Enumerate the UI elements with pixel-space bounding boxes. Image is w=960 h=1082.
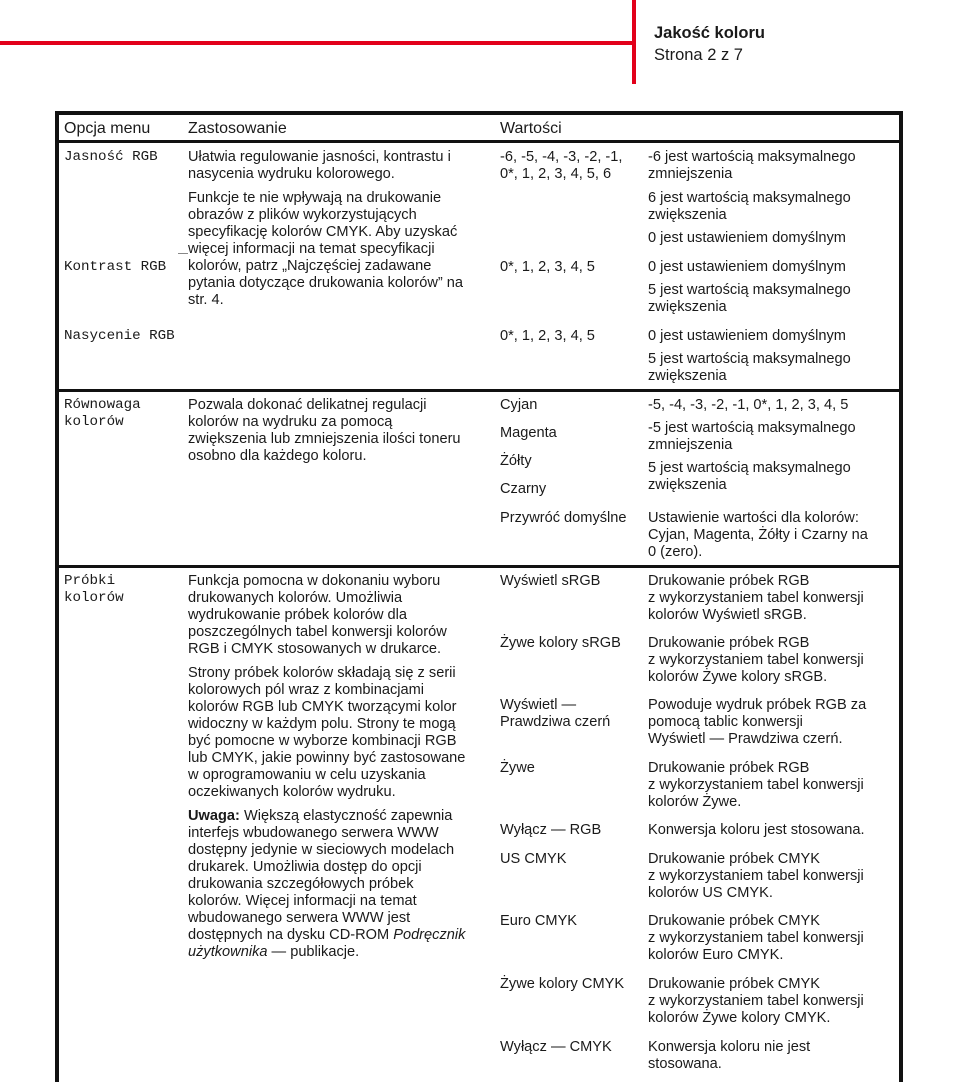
note-text: — publikacje. [267,944,360,960]
usage-samples-line: Funkcja pomocna w dokonaniu wyboru [188,573,441,589]
sample-desc: kolorów Żywe. [648,794,742,810]
sample-value: Żywe [500,760,535,776]
values-brightness: -6, -5, -4, -3, -2, -1, [500,149,623,165]
header-rule [0,41,636,45]
option-contrast: Kontrast RGB [64,259,167,275]
usage-samples-line: być pomocne w wyborze kombinacji RGB [188,733,457,749]
usage-color-balance-line: Pozwala dokonać delikatnej regulacji [188,397,427,413]
usage-samples-line: widoczny w każdym polu. Strony te mogą [188,716,456,732]
column-header-option: Opcja menu [64,120,151,137]
usage-samples-line: oczekiwanych kolorów wydruku. [188,784,396,800]
note-line: wbudowanego serwera WWW jest [188,910,411,926]
usage-samples-line: kolorowych pól wraz z kombinacjami [188,682,425,698]
sample-desc: z wykorzystaniem tabel konwersji [648,868,864,884]
sample-desc: Drukowanie próbek RGB [648,573,810,589]
usage-samples-line: wydrukowanie próbek kolorów dla [188,607,408,623]
sample-desc: Drukowanie próbek CMYK [648,851,820,867]
desc-color-balance: zwiększenia [648,477,727,493]
desc-reset-defaults: Cyjan, Magenta, Żółty i Czarny na [648,527,868,543]
value-reset-defaults: Przywróć domyślne [500,510,627,526]
sample-desc: Drukowanie próbek CMYK [648,976,820,992]
header-accent-bar [632,0,636,84]
usage-brightness-line: Funkcje te nie wpływają na drukowanie [188,190,442,206]
note-line [188,808,452,825]
note-line: dostępny jedynie w sieciowych modelach [188,842,455,858]
header-rule-bottom [55,140,903,143]
desc-brightness: 6 jest wartością maksymalnego [648,190,851,206]
sample-desc: z wykorzystaniem tabel konwersji [648,930,864,946]
sample-desc: Wyświetl — Prawdziwa czerń. [648,731,843,747]
sample-desc: kolorów Żywe kolory sRGB. [648,669,828,685]
note-line: drukarek. Umożliwia dostęp do opcji [188,859,422,875]
usage-samples-line: drukowanych kolorów. Umożliwia [188,590,403,606]
desc-color-balance: zmniejszenia [648,437,733,453]
note-label: Uwaga: [188,808,240,824]
sample-desc: Konwersja koloru jest stosowana. [648,822,865,838]
sample-desc: pomocą tablic konwersji [648,714,803,730]
usage-brightness-line: nasycenia wydruku kolorowego. [188,166,395,182]
sample-value: US CMYK [500,851,567,867]
desc-saturation: zwiększenia [648,368,727,384]
desc-contrast: zwiększenia [648,299,727,315]
usage-samples-line: Strony próbek kolorów składają się z serii [188,665,456,681]
sample-desc: kolorów US CMYK. [648,885,773,901]
desc-color-balance: -5, -4, -3, -2, -1, 0*, 1, 2, 3, 4, 5 [648,397,849,413]
sample-value: Prawdziwa czerń [500,714,611,730]
sample-desc: Konwersja koloru nie jest [648,1039,811,1055]
desc-contrast: 5 jest wartością maksymalnego [648,282,851,298]
note-line: kolorów. Więcej informacji na temat [188,893,417,909]
usage-brightness-line: więcej informacji na temat specyfikacji [188,241,435,257]
values-contrast: 0*, 1, 2, 3, 4, 5 [500,259,595,275]
sample-value: Euro CMYK [500,913,578,929]
section-title: Jakość koloru [654,24,765,42]
note-line: drukowania szczegółowych próbek [188,876,414,892]
usage-brightness-line: pytania dotyczące drukowania kolorów” na [188,275,464,291]
usage-brightness-line: Ułatwia regulowanie jasności, kontrastu i [188,149,451,165]
desc-brightness: 0 jest ustawieniem domyślnym [648,230,846,246]
desc-saturation: 5 jest wartością maksymalnego [648,351,851,367]
note-line: interfejs wbudowanego serwera WWW [188,825,439,841]
sample-desc: Drukowanie próbek RGB [648,760,810,776]
sample-desc: kolorów Wyświetl sRGB. [648,607,807,623]
sample-desc: Drukowanie próbek RGB [648,635,810,651]
desc-color-balance: -5 jest wartością maksymalnego [648,420,856,436]
value-yellow: Żółty [500,453,532,469]
usage-samples-line: RGB i CMYK stosowanych w drukarce. [188,641,442,657]
sample-desc: stosowana. [648,1056,722,1072]
usage-brightness-line: kolorów, patrz „Najczęściej zadawane [188,258,432,274]
option-brightness: Jasność RGB [64,149,158,165]
desc-brightness: -6 jest wartością maksymalnego [648,149,856,165]
note-line [188,927,465,944]
sample-value: Wyłącz — CMYK [500,1039,612,1055]
usage-samples-line: lub CMYK, jakie powinny być zastosowane [188,750,466,766]
sample-desc: z wykorzystaniem tabel konwersji [648,777,864,793]
row-separator [55,389,903,392]
note-text: Większą elastyczność zapewnia [239,808,453,824]
desc-reset-defaults: 0 (zero). [648,544,703,560]
desc-reset-defaults: Ustawienie wartości dla kolorów: [648,510,859,526]
usage-samples-line: w oprogramowaniu w celu uzyskania [188,767,426,783]
desc-saturation: 0 jest ustawieniem domyślnym [648,328,846,344]
usage-color-balance-line: zwiększenia lub zmniejszenia ilości toneru [188,431,461,447]
usage-brightness-line: str. 4. [188,292,224,308]
desc-color-balance: 5 jest wartością maksymalnego [648,460,851,476]
page-number: Strona 2 z 7 [654,46,743,64]
column-header-usage: Zastosowanie [188,120,287,137]
sample-value: Żywe kolory CMYK [500,976,625,992]
sample-desc: z wykorzystaniem tabel konwersji [648,590,864,606]
option-color-balance: Równowaga [64,397,141,413]
sample-value: Wyłącz — RGB [500,822,602,838]
desc-contrast: 0 jest ustawieniem domyślnym [648,259,846,275]
note-book-title: Podręcznik [393,927,466,943]
sample-value: Żywe kolory sRGB [500,635,621,651]
sample-value: Wyświetl — [500,697,577,713]
values-brightness: 0*, 1, 2, 3, 4, 5, 6 [500,166,612,182]
column-header-values: Wartości [500,120,562,137]
note-line [188,944,359,961]
sample-desc: z wykorzystaniem tabel konwersji [648,993,864,1009]
option-color-samples: Próbki [64,573,116,589]
desc-brightness: zmniejszenia [648,166,733,182]
usage-color-balance-line: osobno dla każdego koloru. [188,448,367,464]
sample-desc: Powoduje wydruk próbek RGB za [648,697,867,713]
usage-samples-line: kolorów RGB lub CMYK tworzącymi kolor [188,699,457,715]
sample-value: Wyświetl sRGB [500,573,601,589]
sample-desc: Drukowanie próbek CMYK [648,913,820,929]
row-separator-short [178,253,188,254]
option-color-balance: kolorów [64,414,124,430]
value-magenta: Magenta [500,425,557,441]
sample-desc: z wykorzystaniem tabel konwersji [648,652,864,668]
value-cyan: Cyjan [500,397,538,413]
usage-color-balance-line: kolorów na wydruku za pomocą [188,414,393,430]
values-saturation: 0*, 1, 2, 3, 4, 5 [500,328,595,344]
note-text: dostępnych na dysku CD-ROM [188,927,394,943]
option-color-samples: kolorów [64,590,124,606]
sample-desc: kolorów Euro CMYK. [648,947,784,963]
desc-brightness: zwiększenia [648,207,727,223]
usage-samples-line: poszczególnych tabel konwersji kolorów [188,624,447,640]
usage-brightness-line: specyfikację kolorów CMYK. Aby uzyskać [188,224,458,240]
value-black: Czarny [500,481,547,497]
usage-brightness-line: obrazów z plików wykorzystujących [188,207,417,223]
row-separator [55,565,903,568]
sample-desc: kolorów Żywe kolory CMYK. [648,1010,831,1026]
note-book-title: użytkownika [188,944,268,960]
option-saturation: Nasycenie RGB [64,328,175,344]
